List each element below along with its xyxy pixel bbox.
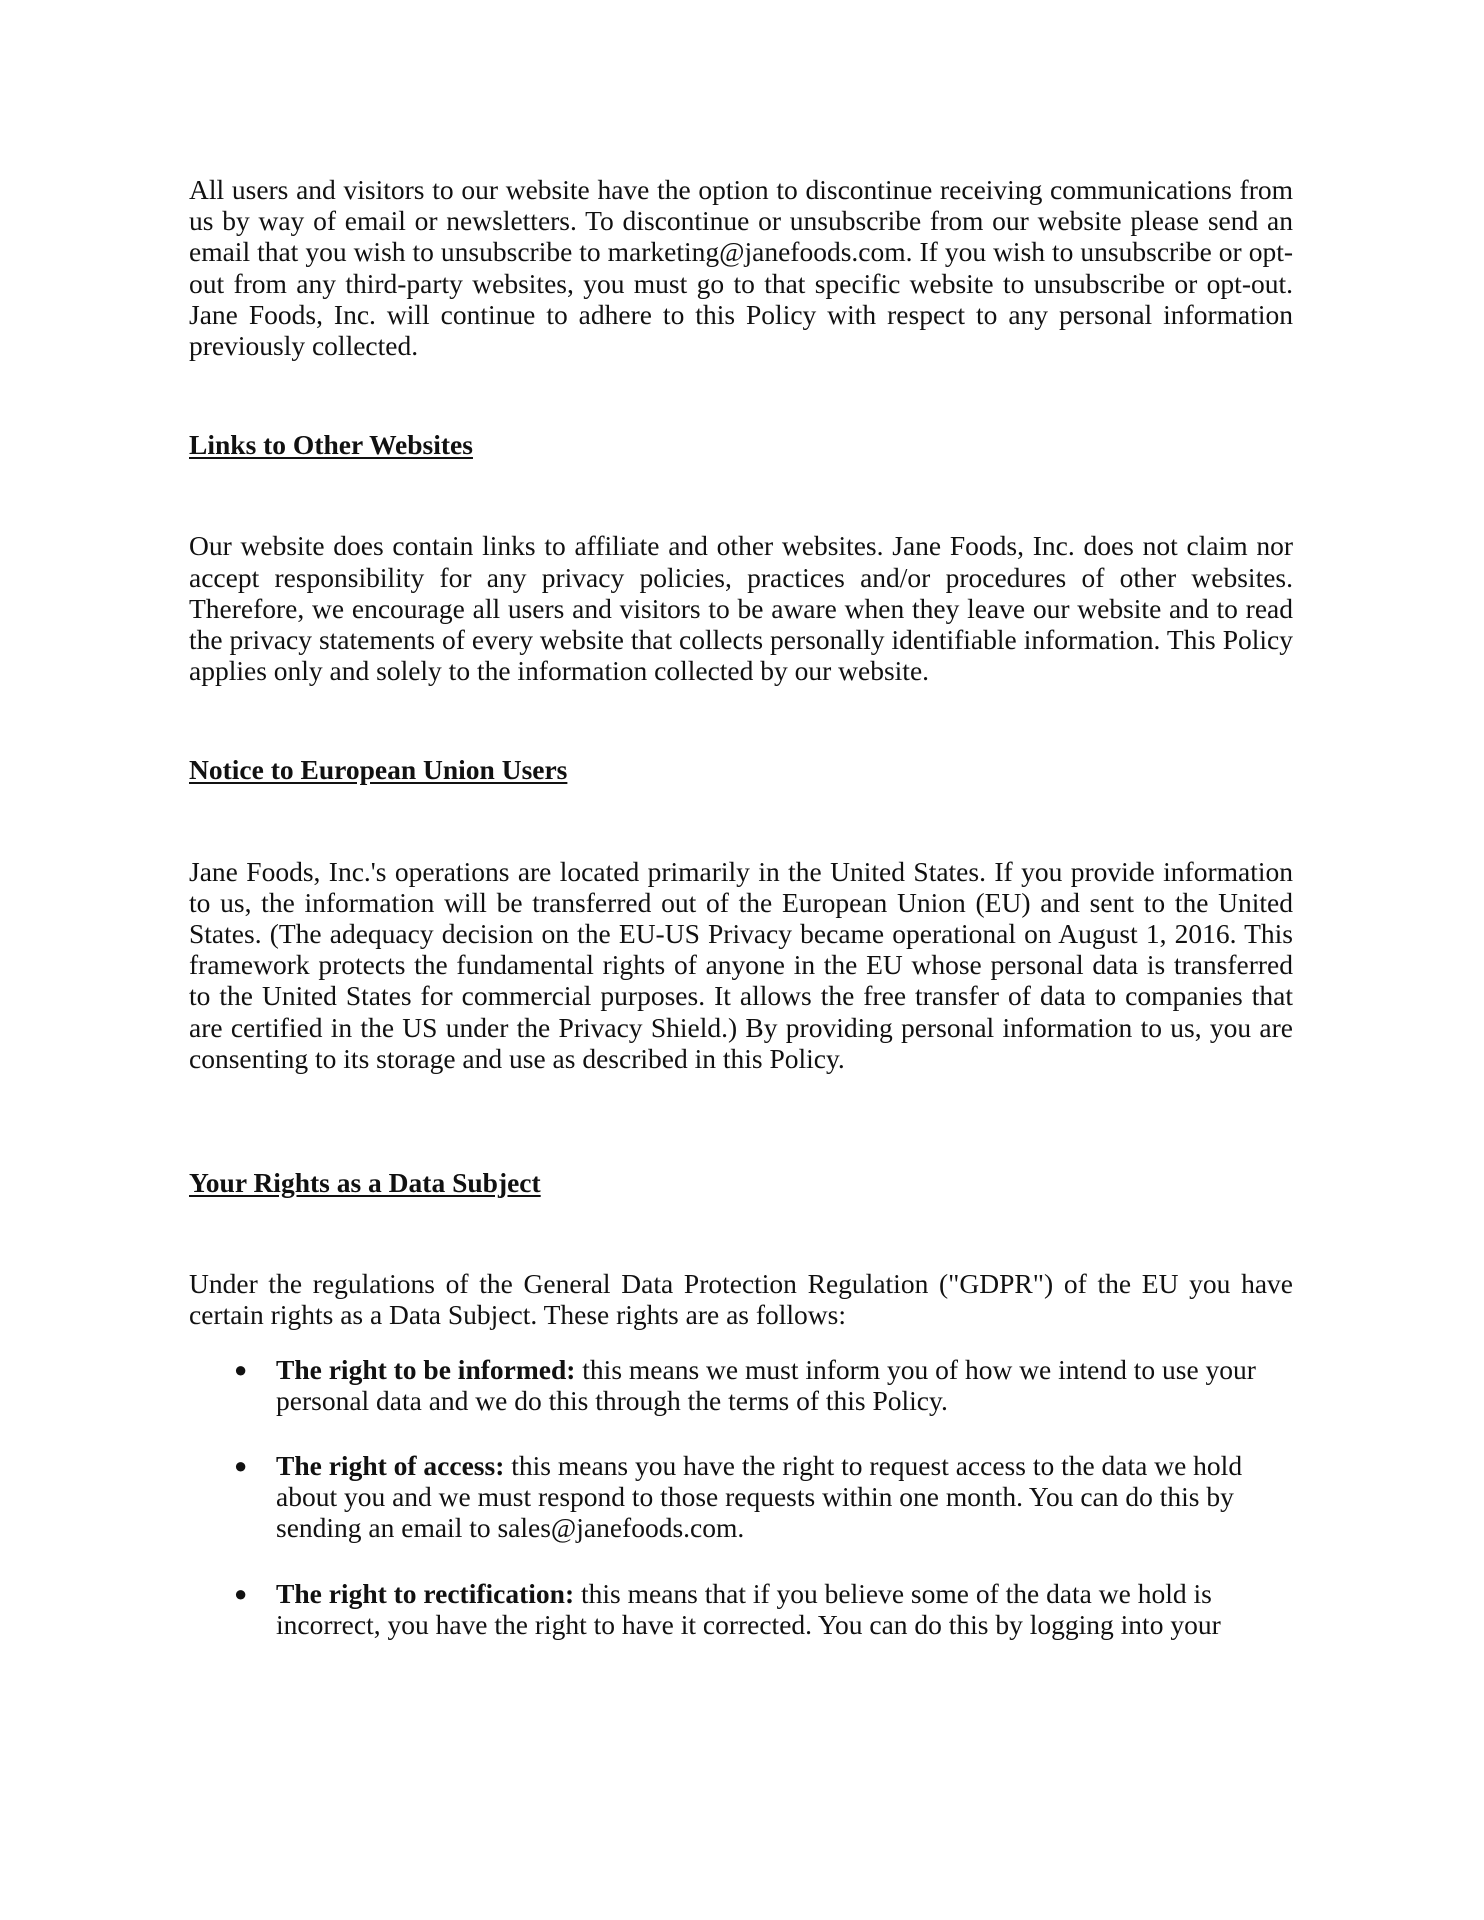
- list-item: [189, 1578, 1280, 1640]
- links-paragraph: Our website does contain links to affiliate and other websites. Jane Foods, Inc. does not claim nor accept responsibility for any privacy policies, practices and/or procedures of other websites. Therefore, we encourage all users and visitors to be aware when they leave our website and to read the privacy statements of every website that collects personally identifiable information. This Policy applies only and solely to the information collected by our website.: [189, 530, 1293, 687]
- right-description: this means you have the right to request access to the data we hold about you and we must respond to those requests within one month. You can do this by sending an email to sales@janefoods.com.: [276, 1450, 1243, 1544]
- rights-heading: Your Rights as a Data Subject: [189, 1167, 541, 1199]
- document-page: [189, 174, 1293, 1640]
- right-description: this means we must inform you of how we intend to use your personal data and we do this through the terms of this Policy.: [276, 1353, 1256, 1416]
- links-heading: Links to Other Websites: [189, 429, 473, 461]
- right-term: The right of access:: [276, 1450, 505, 1482]
- right-description: this means that if you believe some of the data we hold is incorrect, you have the right to have it corrected. You can do this by logging into your: [276, 1577, 1221, 1640]
- bullet-icon: ●: [234, 1453, 248, 1479]
- eu-notice-heading: Notice to European Union Users: [189, 754, 568, 786]
- unsubscribe-paragraph: All users and visitors to our website have the option to discontinue receiving communications from us by way of email or newsletters. To discontinue or unsubscribe from our website please send an email that you wish to unsubscribe to marketing@janefoods.com. If you wish to unsubscribe or opt-out from any third-party websites, you must go to that specific website to unsubscribe or opt-out. Jane Foods, Inc. will continue to adhere to this Policy with respect to any personal information previously collected.: [189, 174, 1293, 362]
- list-item: [189, 1450, 1280, 1544]
- right-term: The right to be informed:: [276, 1353, 576, 1385]
- bullet-icon: ●: [234, 1356, 248, 1382]
- rights-intro-paragraph: Under the regulations of the General Data Protection Regulation ("GDPR") of the EU you have certain rights as a Data Subject. These rights are as follows:: [189, 1268, 1293, 1331]
- right-term: The right to rectification:: [276, 1577, 575, 1609]
- eu-notice-paragraph: Jane Foods, Inc.'s operations are located primarily in the United States. If you provide information to us, the information will be transferred out of the European Union (EU) and sent to the United States. (The adequacy decision on the EU-US Privacy became operational on August 1, 2016. This framework protects the fundamental rights of anyone in the EU whose personal data is transferred to the United States for commercial purposes. It allows the free transfer of data to companies that are certified in the US under the Privacy Shield.) By providing personal information to us, you are consenting to its storage and use as described in this Policy.: [189, 855, 1293, 1074]
- bullet-icon: ●: [234, 1580, 248, 1606]
- list-item: [189, 1354, 1280, 1416]
- rights-list: [189, 1354, 1293, 1640]
